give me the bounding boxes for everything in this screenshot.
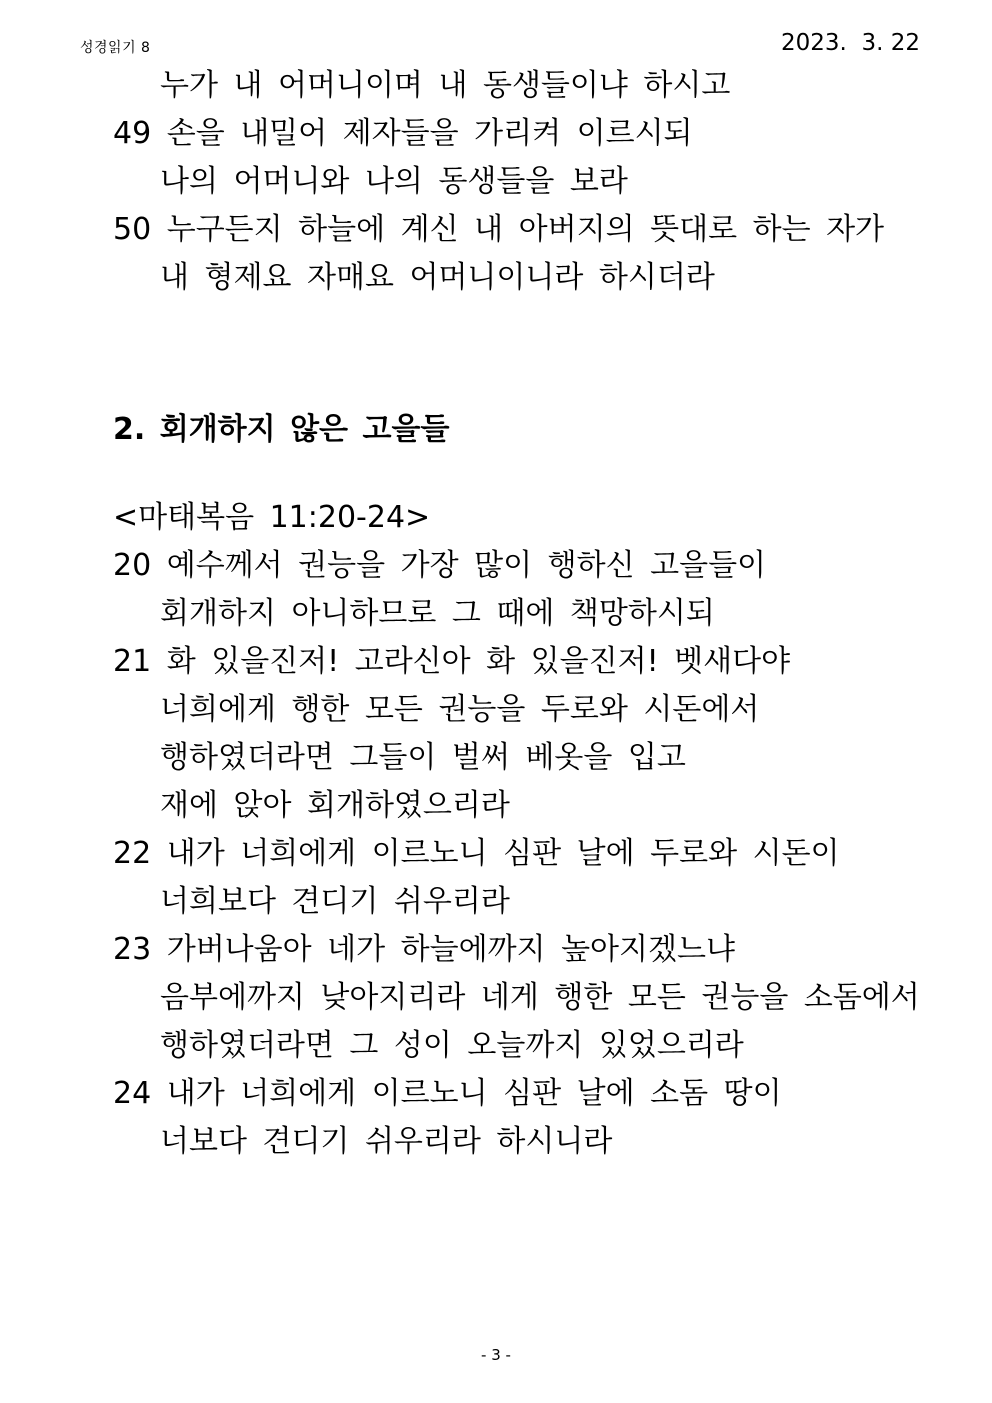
document-title: 성경읽기 8 <box>80 40 151 56</box>
scripture-verse-23: 23 가버나움아 네가 하늘에까지 높아지겠느냐 <box>113 932 735 967</box>
scripture-line: 나의 어머니와 나의 동생들을 보라 <box>160 164 628 199</box>
scripture-verse-50: 50 누구든지 하늘에 계신 내 아버지의 뜻대로 하는 자가 <box>113 212 885 247</box>
scripture-reference: <마태복음 11:20-24> <box>113 500 431 535</box>
scripture-line: 음부에까지 낮아지리라 네게 행한 모든 권능을 소돔에서 <box>160 980 920 1015</box>
scripture-line: 너보다 견디기 쉬우리라 하시니라 <box>160 1124 613 1159</box>
scripture-line: 너희에게 행한 모든 권능을 두로와 시돈에서 <box>160 692 760 727</box>
scripture-line: 너희보다 견디기 쉬우리라 <box>160 884 510 919</box>
scripture-line: 누가 내 어머니이며 내 동생들이냐 하시고 <box>160 68 731 103</box>
scripture-verse-21: 21 화 있을진저! 고라신아 화 있을진저! 벳새다야 <box>113 644 791 679</box>
document-date: 2023. 3. 22 <box>781 30 920 56</box>
scripture-line: 행하였더라면 그 성이 오늘까지 있었으리라 <box>160 1028 744 1063</box>
scripture-line: 행하였더라면 그들이 벌써 베옷을 입고 <box>160 740 686 775</box>
scripture-verse-22: 22 내가 너희에게 이르노니 심판 날에 두로와 시돈이 <box>113 836 840 871</box>
scripture-verse-49: 49 손을 내밀어 제자들을 가리켜 이르시되 <box>113 116 693 151</box>
scripture-line: 재에 앉아 회개하였으리라 <box>160 788 510 823</box>
section-heading: 2. 회개하지 않은 고을들 <box>113 412 450 447</box>
scripture-verse-20: 20 예수께서 권능을 가장 많이 행하신 고을들이 <box>113 548 767 583</box>
page-number: - 3 - <box>481 1346 511 1364</box>
scripture-line: 회개하지 아니하므로 그 때에 책망하시되 <box>160 596 715 631</box>
scripture-line: 내 형제요 자매요 어머니이니라 하시더라 <box>160 260 715 295</box>
scripture-verse-24: 24 내가 너희에게 이르노니 심판 날에 소돔 땅이 <box>113 1076 782 1111</box>
